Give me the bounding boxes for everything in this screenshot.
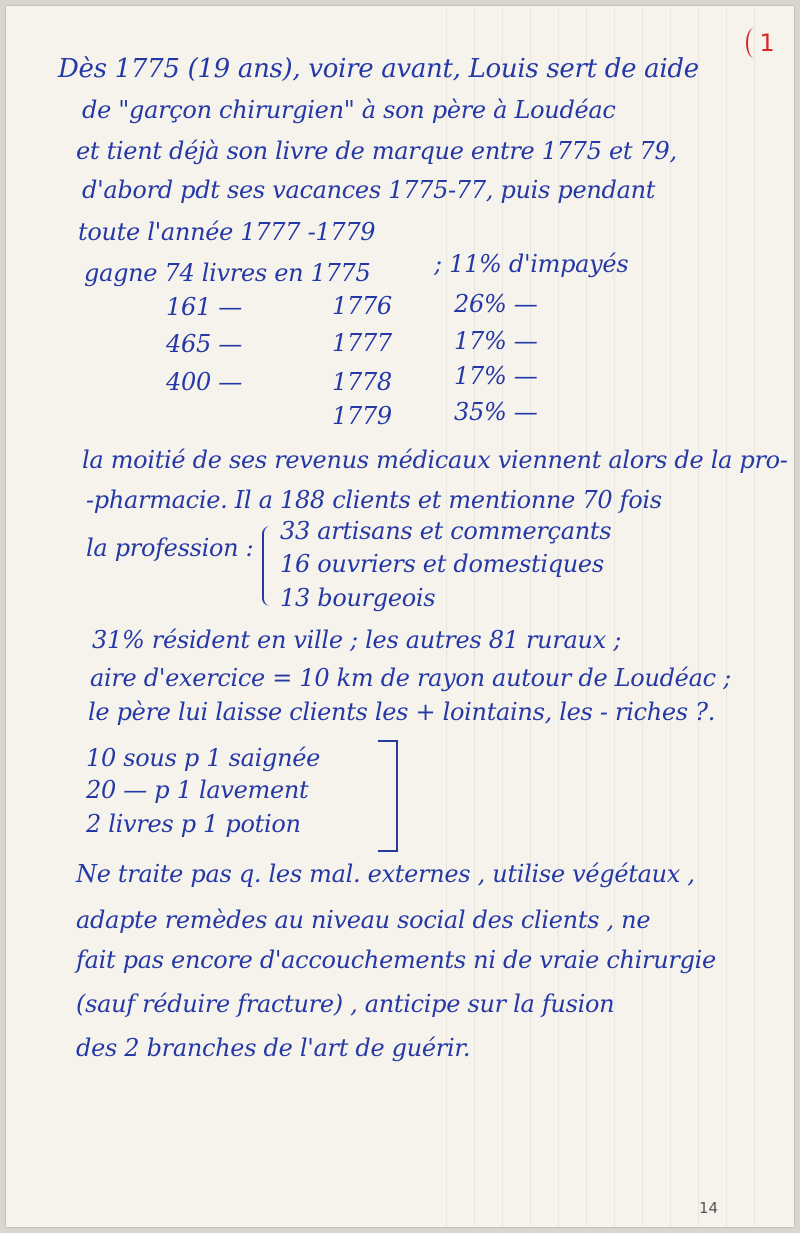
text-line: le père lui laisse clients les + lointains, les - riches ?. xyxy=(88,698,716,726)
text-line: -pharmacie. Il a 188 clients et mentionne 70 fois xyxy=(86,486,662,514)
table-cell: 17% — xyxy=(454,362,538,390)
table-cell: 26% — xyxy=(454,290,538,318)
table-cell: 1778 xyxy=(332,368,392,396)
curly-brace xyxy=(262,526,274,606)
table-cell: 17% — xyxy=(454,327,538,355)
folio-number: 14 xyxy=(699,1199,719,1217)
text-line: la profession : xyxy=(86,534,254,562)
price-line: 2 livres p 1 potion xyxy=(86,810,301,838)
list-item: 13 bourgeois xyxy=(280,584,436,612)
text-line: fait pas encore d'accouchements ni de vraie chirurgie xyxy=(76,946,716,974)
text-line: 31% résident en ville ; les autres 81 ruraux ; xyxy=(92,626,622,654)
text-line: de "garçon chirurgien" à son père à Loudéac xyxy=(82,96,616,124)
text-line: toute l'année 1777 -1779 xyxy=(78,218,376,246)
list-item: 33 artisans et commerçants xyxy=(280,517,612,545)
text-line: ; 11% d'impayés xyxy=(434,250,629,278)
text-line: Ne traite pas q. les mal. externes , utilise végétaux , xyxy=(76,860,695,888)
text-line: Dès 1775 (19 ans), voire avant, Louis sert de aide xyxy=(58,54,699,84)
table-cell: 465 — xyxy=(166,330,242,358)
table-cell: 161 — xyxy=(166,293,242,321)
price-line: 10 sous p 1 saignée xyxy=(86,744,321,772)
table-cell: 35% — xyxy=(454,398,538,426)
text-line: d'abord pdt ses vacances 1775-77, puis pendant xyxy=(82,176,656,204)
table-cell: 1779 xyxy=(332,402,392,430)
text-line: gagne 74 livres en 1775 xyxy=(84,259,371,287)
text-line: aire d'exercice = 10 km de rayon autour de Loudéac ; xyxy=(90,664,731,692)
list-item: 16 ouvriers et domestiques xyxy=(280,550,604,578)
text-line: la moitié de ses revenus médicaux viennent alors de la pro- xyxy=(82,446,788,474)
text-line: (sauf réduire fracture) , anticipe sur la fusion xyxy=(76,990,615,1018)
table-cell: 1776 xyxy=(332,292,392,320)
page-number-mark: 1 xyxy=(750,26,784,60)
price-line: 20 — p 1 lavement xyxy=(86,776,309,804)
table-cell: 400 — xyxy=(166,368,242,396)
table-cell: 1777 xyxy=(332,329,392,357)
manuscript-page xyxy=(6,6,794,1227)
text-line: des 2 branches de l'art de guérir. xyxy=(76,1034,471,1062)
text-line: adapte remèdes au niveau social des clients , ne xyxy=(76,906,651,934)
text-line: et tient déjà son livre de marque entre 1775 et 79, xyxy=(76,137,677,165)
square-bracket xyxy=(378,740,398,852)
